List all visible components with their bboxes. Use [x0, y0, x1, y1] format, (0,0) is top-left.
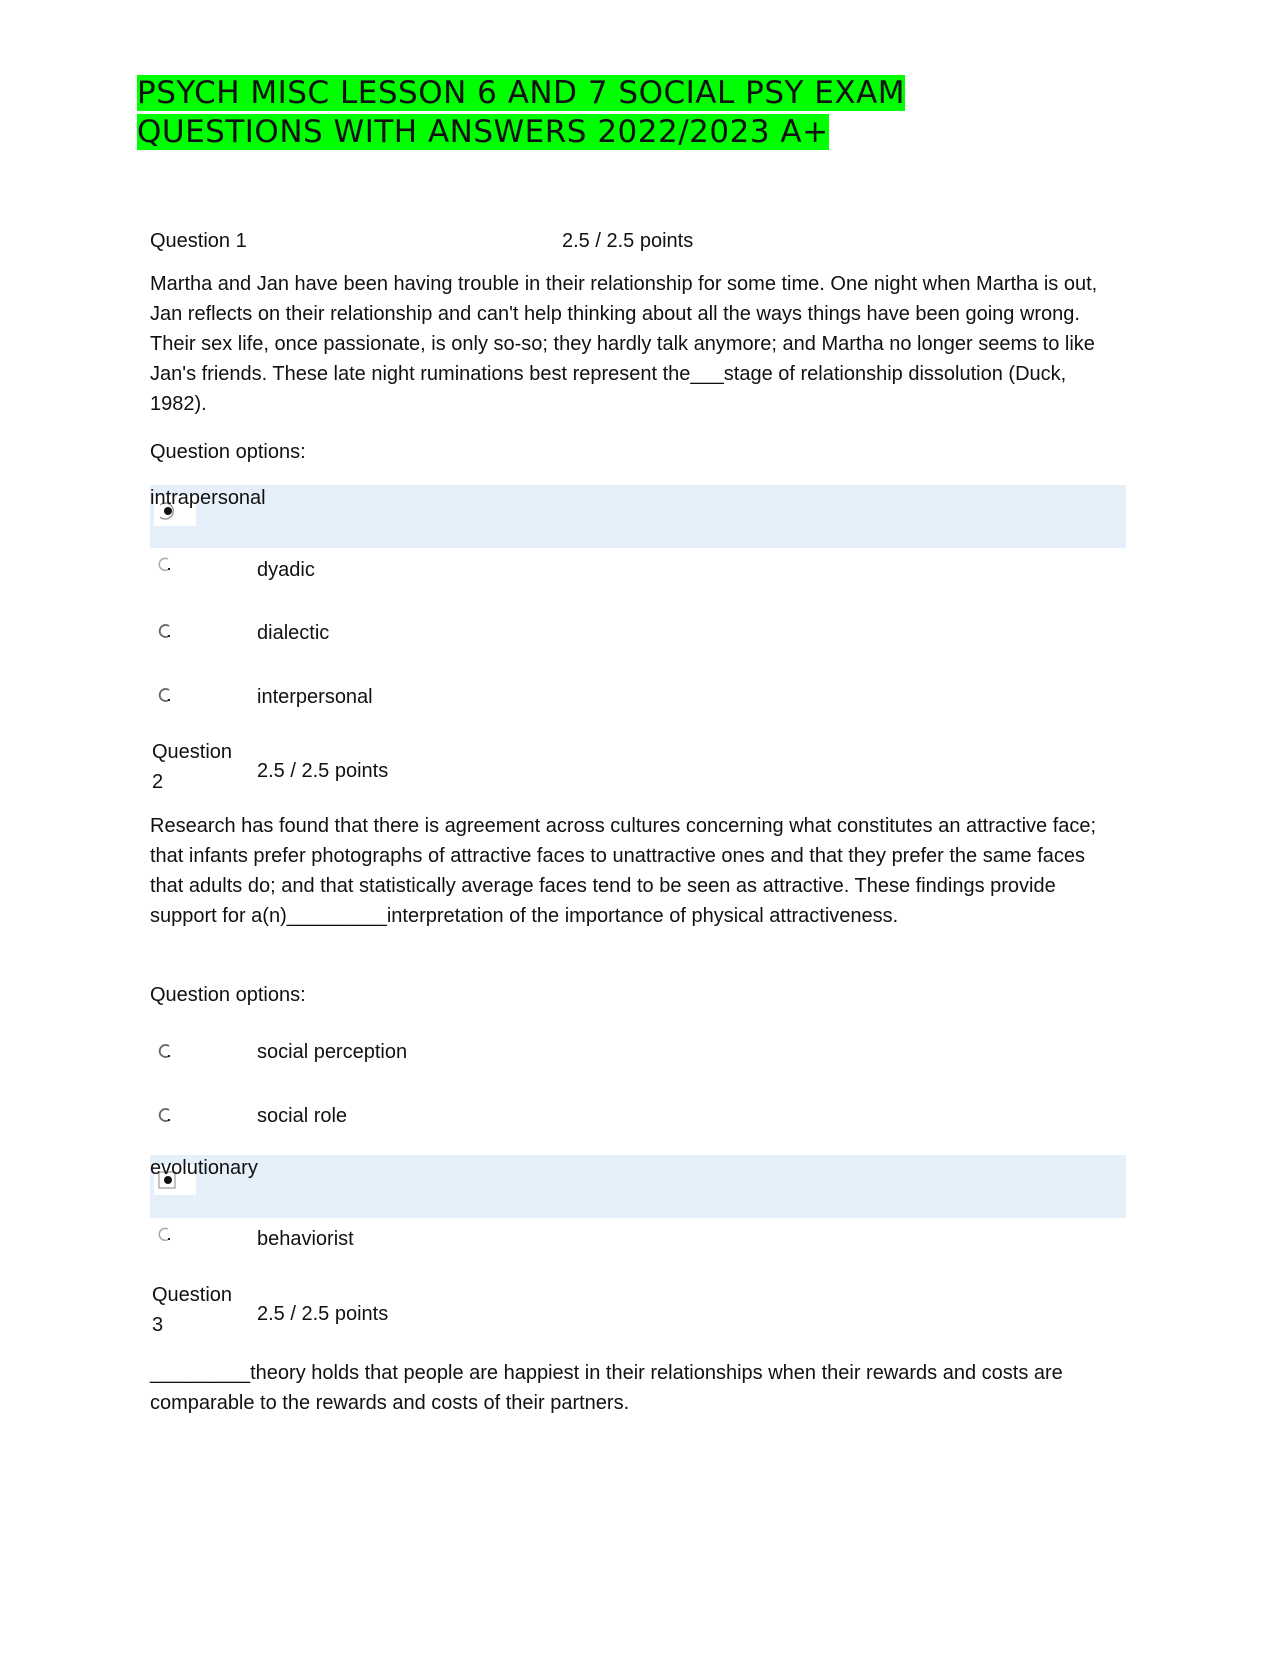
question-3-text: _________theory holds that people are happiest in their relationships when their rewards and costs are comparable to the rewards and costs of their partners.	[150, 1362, 1063, 1414]
radio-button-icon[interactable]	[157, 1226, 173, 1242]
question-1-options-label: Question options:	[150, 441, 306, 463]
radio-button-icon[interactable]	[157, 556, 173, 572]
radio-button-icon[interactable]	[157, 1043, 173, 1059]
question-2-option-behaviorist[interactable]: behaviorist	[257, 1228, 354, 1250]
question-3-label	[152, 1280, 252, 1340]
question-2-options-label: Question options:	[150, 984, 306, 1006]
question-1-option-interpersonal[interactable]: interpersonal	[257, 686, 373, 708]
question-2-selected-row	[150, 1155, 1126, 1218]
question-2-text: Research has found that there is agreement across cultures concerning what constitutes an attractive face; that infants prefer photographs of attractive faces to unattractive ones and that they prefer the same faces that adults do; and that statistically average faces tend to be seen as attractive. These findings provide support for a(n)_________interpretation of the importance of physical attractiveness.	[150, 815, 1097, 927]
title-line-1: PSYCH MISC LESSON 6 AND 7 SOCIAL PSY EXAM	[137, 75, 906, 111]
question-2-label-word: Question	[152, 741, 233, 763]
question-3-points: 2.5 / 2.5 points	[257, 1303, 389, 1325]
radio-button-icon[interactable]	[157, 1107, 173, 1123]
radio-button-icon[interactable]	[157, 623, 173, 639]
question-1-selected-row	[150, 485, 1126, 548]
question-1-text: Martha and Jan have been having trouble in their relationship for some time. One night when Martha is out, Jan reflects on their relationship and can't help thinking about all the ways things have been going wrong. Their sex life, once passionate, is only so-so; they hardly talk anymore; and Martha no longer seems to like Jan's friends. These late night ruminations best represent the___stage of relationship dissolution (Duck, 1982).	[150, 273, 1098, 415]
title-line-2: QUESTIONS WITH ANSWERS 2022/2023 A+	[137, 114, 829, 150]
radio-button-icon[interactable]	[157, 687, 173, 703]
question-2-label-number: 2	[152, 771, 164, 793]
question-2-option-social-perception[interactable]: social perception	[257, 1041, 408, 1063]
question-2-label	[152, 737, 252, 797]
question-3-label-number: 3	[152, 1314, 164, 1336]
document-title	[137, 74, 957, 152]
question-1-option-intrapersonal[interactable]: intrapersonal	[150, 487, 266, 509]
question-1-option-dyadic[interactable]: dyadic	[257, 559, 315, 581]
question-2-option-evolutionary[interactable]: evolutionary	[150, 1157, 258, 1179]
question-2-points: 2.5 / 2.5 points	[257, 760, 389, 782]
question-1-label: Question 1	[150, 230, 247, 252]
question-3-label-word: Question	[152, 1284, 233, 1306]
question-1-option-dialectic[interactable]: dialectic	[257, 622, 330, 644]
question-1-points: 2.5 / 2.5 points	[562, 230, 694, 252]
question-2-option-social-role[interactable]: social role	[257, 1105, 348, 1127]
